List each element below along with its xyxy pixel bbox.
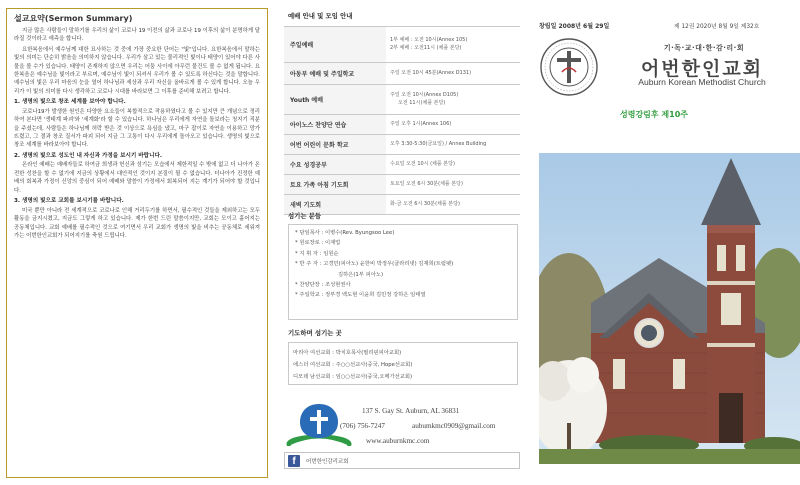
facebook-icon: f bbox=[288, 455, 300, 467]
church-name-english: Auburn Korean Methodist Church bbox=[638, 77, 766, 87]
service-row bbox=[284, 135, 520, 155]
service-detail-line: 오전 11시(채플 본당) bbox=[398, 99, 446, 106]
service-name: 수요 성경공부 bbox=[284, 155, 386, 175]
sermon-paragraph: 미국 뿐만 아니라 전 세계적으로 코로나로 인해 거리두기를 하면서, 필수적인 것들을 제외하고는 모두 활동을 금지시켰고, 지금도 그렇게 하고 있습니다. 제가 한번 드린 말씀이지만, 교회는 모이고 흩어지는 공동체입니다. 교회 예배를 필수적인 것으로 여기면서 우리 교회가 생명의 빛을 비추는 공동체로 세워져 가는 어번한인교회가 되어지기를 축원 드립니다. bbox=[14, 207, 260, 239]
servants-box bbox=[288, 224, 518, 320]
church-building-photo bbox=[539, 153, 800, 464]
service-detail-line: 화-금 오전 6시 30분(채플 본당) bbox=[390, 200, 460, 207]
church-name-korean: 어번한인교회 bbox=[640, 58, 764, 80]
facebook-link[interactable] bbox=[284, 452, 520, 469]
servant-line: * 찬양단장 : 조성현권사 bbox=[295, 282, 351, 289]
servant-line: * 지 휘 자 : 임원순 bbox=[295, 250, 339, 257]
service-detail bbox=[386, 175, 520, 195]
service-detail-line: 2부 예배 : 오전11시 (채플 본당) bbox=[390, 44, 462, 51]
denomination-subtitle: 기·독·교·대·한·감·리·회 bbox=[663, 44, 745, 52]
services-table bbox=[284, 26, 520, 215]
sermon-title: 설교요약(Sermon Summary) bbox=[14, 14, 133, 23]
sermon-heading: 1. 생명의 빛으로 창조 세계를 보아야 합니다. bbox=[14, 99, 126, 106]
service-detail bbox=[386, 27, 520, 63]
sermon-paragraph: 코로나19가 발생한 원인은 다양한 요소들이 복합적으로 작용하였다고 볼 수 있지만 큰 개념으로 정리하여 본다면 '생태계 파괴'와 '세계화'라 할 수 있습니다. 하나님은 우리에게 자연을 돌보라는 청지기 직분을 주셨는데, 사람들은 하나님께 허락 받은 것 이상으로 욕심을 냈고, 마구 잡이로 자연을 이용하고 망가뜨렸고, 그 결과 창조 질서가 파괴 되어 지금 그 고통이 다시 우리에게 돌아오고 있습니다. 생명의 빛으로 창조 세계를 바라보아야 합니다. bbox=[14, 108, 260, 149]
sermon-paragraph: 온라인 예배는 예배자들로 하여금 희생과 헌신과 섬기는 모습에서 제한적일 수 밖에 없고 더 나아가 온전한 성찬을 할 수 없기에 지금의 상황에서 대안적인 것이지 본질이 될 수 없습니다. 더나아가 진정한 예배의 회복과 가정이 신앙의 중심이 되어 예배와 말씀이 가정에서 회복되어 지는 계기가 되어야 할 것입니다. bbox=[14, 162, 260, 194]
sermon-paragraph: 지금 많은 사람들이 말하기를 우리의 삶이 코로나 19 이전의 삶과 코로나 19 이후의 삶이 분명하게 달라질 것이라고 예측을 합니다. bbox=[14, 28, 260, 43]
service-row bbox=[284, 85, 520, 115]
servant-line: * 주일학교 : 정부경 백도현 이윤희 김민정 강하은 임태열 bbox=[295, 292, 426, 299]
service-detail bbox=[386, 155, 520, 175]
prayer-box bbox=[288, 342, 518, 385]
service-detail-line: 주일 오전 10시(Annex D105) bbox=[390, 92, 459, 99]
servant-line: * 담임목사 : 이병수(Rev. Byungsoo Lee) bbox=[295, 230, 395, 236]
issue-info: 제 12권 2020년 8월 9일 제32호 bbox=[674, 24, 760, 30]
address-text: 137 S. Gay St. Auburn, AL 36831 bbox=[362, 407, 460, 415]
service-detail-line: 오후 3:30-5:30(금요일) / Annex Building bbox=[390, 140, 487, 147]
phone-text: (706) 756-7247 bbox=[340, 422, 385, 430]
prayer-title: 기도하며 섬기는 곳 bbox=[288, 329, 342, 337]
facebook-label: 어번한인감리교회 bbox=[306, 458, 349, 465]
service-detail-line: 1부 예배 : 오전 10시(Annex 105) bbox=[390, 37, 468, 44]
service-detail-line: 주일 오전 10시 45분(Annex D131) bbox=[390, 69, 472, 76]
liturgical-season: 성령강림후 제10주 bbox=[620, 110, 689, 119]
service-name: 어번 어린이 문화 학교 bbox=[284, 135, 386, 155]
prayer-line: 에스더 여선교회 : 주○○선교사(중국, Hope선교회) bbox=[293, 362, 413, 368]
service-detail-line: 수요일 오전 10시 (채플 본당) bbox=[390, 160, 455, 167]
service-detail bbox=[386, 63, 520, 85]
church-seal-icon bbox=[540, 38, 598, 96]
service-row bbox=[284, 155, 520, 175]
service-name: 새벽 기도회 bbox=[284, 195, 386, 215]
service-detail-line: 주일 오후 1시(Annex 106) bbox=[390, 120, 452, 127]
service-row bbox=[284, 27, 520, 63]
sermon-summary-box bbox=[6, 8, 268, 478]
prayer-line: 디모데 남선교회 : 임○○선교사(중국,오메가선교회) bbox=[293, 374, 413, 380]
service-row bbox=[284, 63, 520, 85]
service-row bbox=[284, 175, 520, 195]
service-detail bbox=[386, 115, 520, 135]
contact-block bbox=[284, 398, 520, 450]
cover-panel bbox=[528, 0, 800, 485]
email-link[interactable]: aubumkmc0909@gmail.com bbox=[412, 422, 496, 430]
service-name: 아이노스 찬양단 연습 bbox=[284, 115, 386, 135]
service-name: Youth 예배 bbox=[284, 85, 386, 115]
service-name: 토요 가족 아침 기도회 bbox=[284, 175, 386, 195]
service-detail bbox=[386, 135, 520, 155]
servants-title: 섬기는 분들 bbox=[288, 212, 322, 220]
servant-line: 김하은(1부 피아노) bbox=[338, 271, 384, 278]
info-panel bbox=[284, 0, 520, 485]
service-name: 아동부 예배 및 주일학교 bbox=[284, 63, 386, 85]
sermon-paragraph: 요한복음에서 예수님께 대한 묘사하는 것 중에 가장 중요한 단어는 "빛"입니다. 요한복음에서 말하는 빛의 의미는 단순히 밝음을 의미하지 않습니다. 우리가 살고 있는 물리적인 빛이나 태양이 있어야 다른 사물을 볼 수가 있습니다. 태양이 존재하지 않으면 우리는 어둠 사이에 아무런 물건도 볼 수 없게 됩니다. 요한복음은 예수님을 빛이라고 부르며, 예수님이 빛이 되셔서 우리가 볼 수 있도록 하신다는 것을 말합니다. 예수님의 빛은 우리 마음의 눈을 열어 하나님과 세상과 우리 자신을 올바르게 볼 수 있게 합니다. 오늘 우리가 이 빛의 의미를 다시 생각하고 코로나 시대를 바라보면 그 이후를 준비해 보려고 합니다. bbox=[14, 46, 260, 95]
servant-line: * 원로장로 : 이재업 bbox=[295, 240, 341, 247]
services-title: 예배 안내 및 모임 안내 bbox=[288, 12, 353, 20]
service-detail bbox=[386, 195, 520, 215]
sermon-heading: 3. 생명의 빛으로 교회를 보시기를 바랍니다. bbox=[14, 198, 124, 205]
founded-date: 창립일 2008년 6월 29일 bbox=[539, 23, 610, 30]
sermon-heading: 2. 생명의 빛으로 성도인 내 자신과 가정을 보시기 바랍니다. bbox=[14, 152, 163, 159]
website-link[interactable]: www.auburnkmc.com bbox=[366, 437, 430, 445]
service-detail bbox=[386, 85, 520, 115]
service-detail-line: 토요일 오전 6시 30분(채플 본당) bbox=[390, 180, 463, 187]
prayer-line: 마리아 여선교회 : 박치호목사(필리핀피아교회) bbox=[293, 350, 402, 356]
service-name: 주일예배 bbox=[284, 27, 386, 63]
service-row bbox=[284, 115, 520, 135]
servant-line: * 반 주 자 : 고경민(피아노) 윤한비 박정우(클라리넷) 김재희(트럼펫) bbox=[295, 261, 454, 268]
